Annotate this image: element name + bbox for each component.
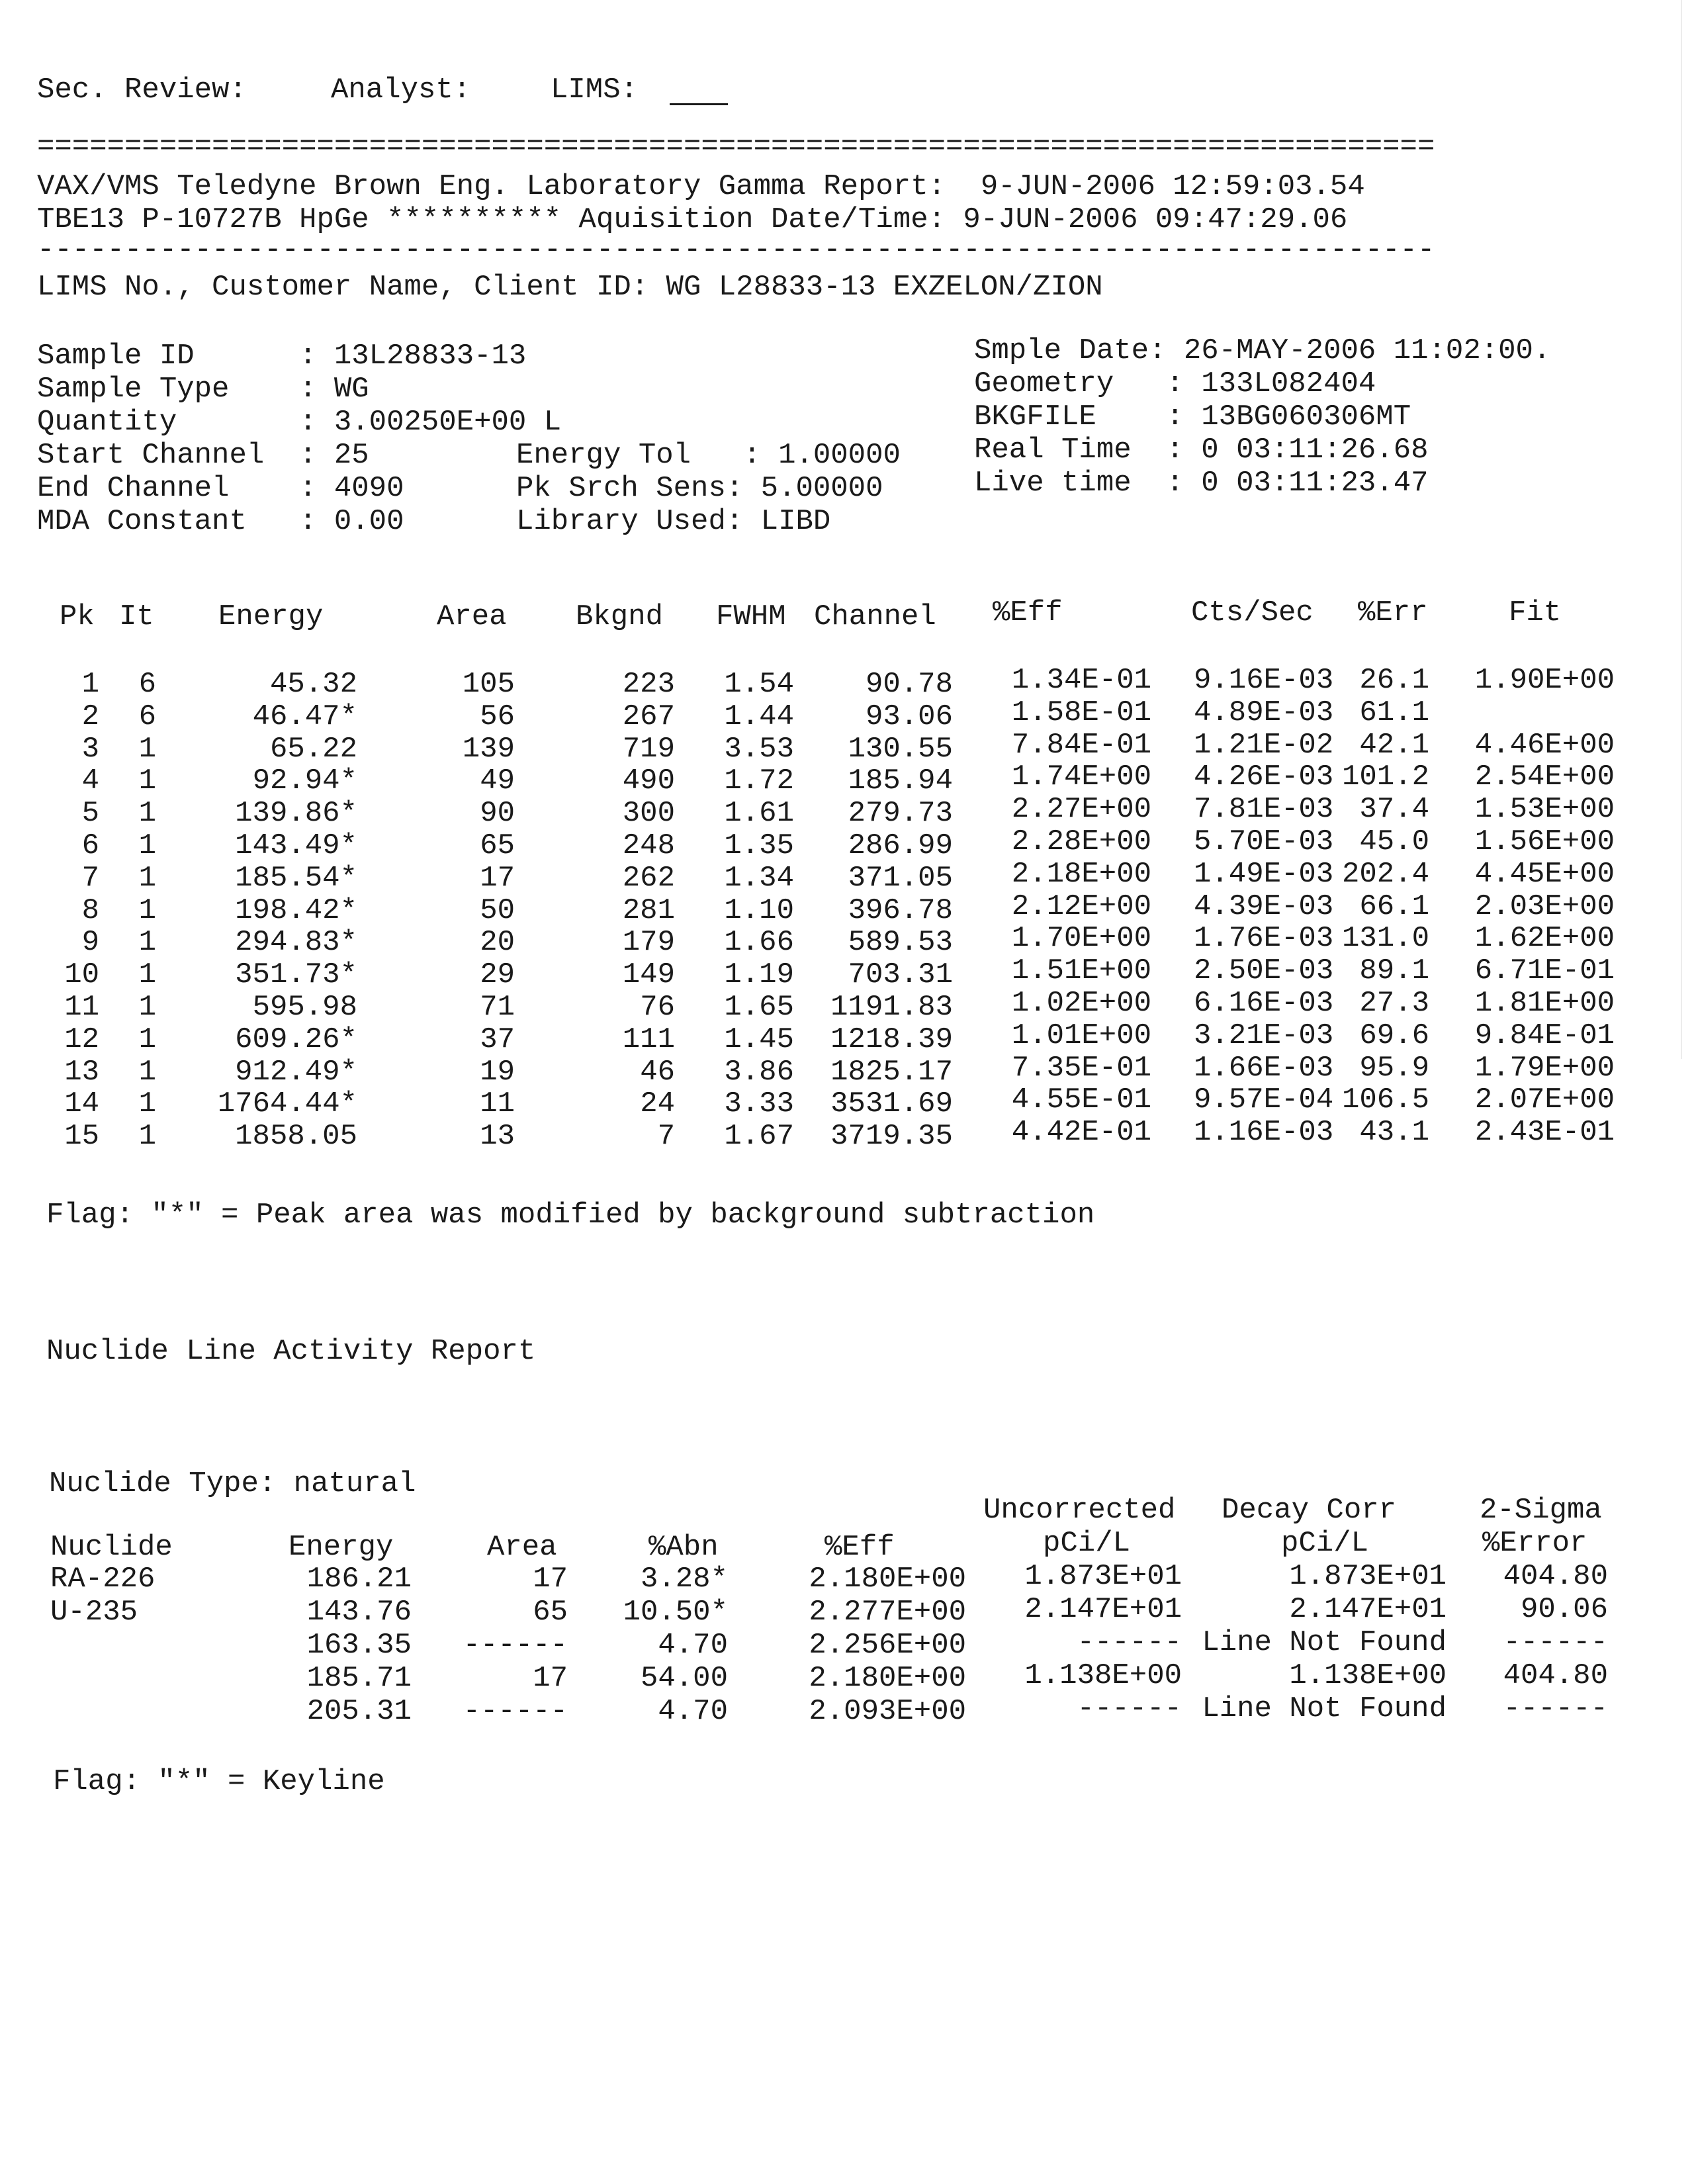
peak-cell-fit: 1.81E+00 bbox=[1474, 987, 1615, 1020]
peak-cell-energy: 1858.05 bbox=[235, 1120, 357, 1154]
peak-cell-bkgnd: 300 bbox=[622, 797, 675, 831]
peak-header-eff: %Eff bbox=[993, 596, 1063, 629]
acquisition-line: TBE13 P-10727B HpGe ********** Aquisition Date/Time: 9-JUN-2006 09:47:29.06 bbox=[37, 203, 1348, 236]
nuclide-cell-eff: 2.093E+00 bbox=[809, 1695, 966, 1728]
peak-cell-pk: 4 bbox=[81, 764, 99, 798]
nuclide-cell-area: ------ bbox=[463, 1695, 568, 1728]
nuclide-cell-error: ------ bbox=[1503, 1692, 1608, 1725]
peak-cell-pk: 10 bbox=[64, 958, 99, 992]
peak-cell-fit: 1.56E+00 bbox=[1474, 825, 1615, 858]
peak-cell-fwhm: 1.72 bbox=[724, 764, 794, 798]
peak-cell-it: 1 bbox=[138, 991, 156, 1024]
peak-cell-channel: 1825.17 bbox=[830, 1055, 953, 1089]
peak-cell-pk: 1 bbox=[81, 668, 99, 701]
peak-cell-bkgnd: 248 bbox=[622, 829, 675, 862]
dash-rule: -------------------------------------------------------------------------------- bbox=[37, 236, 1435, 265]
peak-cell-channel: 1218.39 bbox=[830, 1023, 953, 1056]
peak-cell-it: 1 bbox=[138, 861, 156, 895]
peak-cell-err: 131.0 bbox=[1341, 922, 1429, 956]
peak-cell-eff: 4.42E-01 bbox=[1011, 1116, 1151, 1150]
nuclide-cell-error: ------ bbox=[1503, 1626, 1608, 1659]
nuclide-cell-energy: 186.21 bbox=[306, 1563, 412, 1596]
peak-header-area: Area bbox=[437, 600, 507, 633]
peak-cell-fit: 9.84E-01 bbox=[1474, 1019, 1615, 1052]
peak-cell-bkgnd: 719 bbox=[622, 732, 675, 766]
peak-cell-area: 13 bbox=[480, 1120, 515, 1154]
peak-cell-fit: 1.79E+00 bbox=[1474, 1051, 1615, 1085]
peak-cell-channel: 185.94 bbox=[848, 764, 953, 798]
nuclide-cell-decay-pci: 1.138E+00 bbox=[1289, 1659, 1447, 1692]
quantity-line: Quantity : 3.00250E+00 L bbox=[37, 406, 562, 439]
peak-cell-fwhm: 1.54 bbox=[724, 668, 794, 701]
peak-cell-eff: 2.27E+00 bbox=[1011, 793, 1151, 827]
peak-cell-eff: 2.18E+00 bbox=[1011, 857, 1151, 891]
start-channel-line: Start Channel : 25 bbox=[37, 439, 369, 472]
peak-cell-bkgnd: 149 bbox=[622, 958, 675, 992]
peak-cell-channel: 396.78 bbox=[848, 893, 953, 927]
peak-cell-it: 1 bbox=[138, 1023, 156, 1056]
report-title-line: VAX/VMS Teledyne Brown Eng. Laboratory Gamma Report: 9-JUN-2006 12:59:03.54 bbox=[37, 170, 1365, 203]
lims-label: LIMS: bbox=[551, 73, 639, 107]
peak-cell-area: 11 bbox=[480, 1087, 515, 1121]
peak-cell-cts-sec: 1.76E-03 bbox=[1194, 922, 1334, 956]
nuclide-header-energy: Energy bbox=[289, 1531, 394, 1564]
peak-cell-it: 1 bbox=[138, 926, 156, 960]
peak-cell-it: 1 bbox=[138, 764, 156, 798]
peak-cell-area: 90 bbox=[480, 797, 515, 831]
nuclide-header-uncorr-pci: pCi/L bbox=[1043, 1527, 1131, 1560]
peak-cell-energy: 912.49* bbox=[235, 1055, 357, 1089]
peak-cell-fit: 4.46E+00 bbox=[1474, 728, 1615, 762]
peak-cell-fit: 2.03E+00 bbox=[1474, 889, 1615, 923]
peak-cell-fwhm: 1.45 bbox=[724, 1023, 794, 1056]
peak-cell-channel: 130.55 bbox=[848, 732, 953, 766]
peak-cell-channel: 703.31 bbox=[848, 958, 953, 992]
nuclide-cell-error: 404.80 bbox=[1503, 1560, 1608, 1593]
nuclide-cell-error: 404.80 bbox=[1503, 1659, 1608, 1692]
peak-cell-channel: 93.06 bbox=[865, 700, 953, 733]
nuclide-header-area: Area bbox=[487, 1531, 557, 1564]
peak-cell-cts-sec: 7.81E-03 bbox=[1194, 793, 1334, 827]
peak-cell-energy: 139.86* bbox=[235, 797, 357, 831]
real-time-line: Real Time : 0 03:11:26.68 bbox=[974, 433, 1429, 467]
peak-cell-pk: 6 bbox=[81, 829, 99, 862]
library-used-line: Library Used: LIBD bbox=[516, 505, 831, 538]
peak-cell-fit: 2.43E-01 bbox=[1474, 1116, 1615, 1150]
peak-header-pk: Pk bbox=[60, 600, 95, 633]
peak-cell-err: 89.1 bbox=[1359, 954, 1429, 988]
mda-constant-line: MDA Constant : 0.00 bbox=[37, 505, 404, 538]
peak-cell-area: 139 bbox=[462, 732, 515, 766]
peak-cell-channel: 371.05 bbox=[848, 861, 953, 895]
pk-srch-sens-line: Pk Srch Sens: 5.00000 bbox=[516, 472, 883, 505]
peak-cell-area: 17 bbox=[480, 861, 515, 895]
sample-date-line: Smple Date: 26-MAY-2006 11:02:00. bbox=[974, 334, 1551, 367]
analyst-label: Analyst: bbox=[331, 73, 471, 107]
peak-cell-it: 1 bbox=[138, 1087, 156, 1121]
peak-cell-pk: 12 bbox=[64, 1023, 99, 1056]
peak-cell-channel: 279.73 bbox=[848, 797, 953, 831]
peak-cell-cts-sec: 1.16E-03 bbox=[1194, 1116, 1334, 1150]
live-time-line: Live time : 0 03:11:23.47 bbox=[974, 467, 1429, 500]
peak-cell-err: 43.1 bbox=[1359, 1116, 1429, 1150]
nuclide-header-two-sigma: 2-Sigma bbox=[1480, 1494, 1602, 1527]
peak-cell-area: 56 bbox=[480, 700, 515, 733]
peak-cell-eff: 7.84E-01 bbox=[1011, 728, 1151, 762]
peak-cell-bkgnd: 7 bbox=[657, 1120, 675, 1154]
nuclide-cell-uncorr-pci: ------ bbox=[1077, 1692, 1182, 1725]
nuclide-type-line: Nuclide Type: natural bbox=[49, 1467, 416, 1500]
peak-header-it: It bbox=[119, 600, 154, 633]
sample-id-line: Sample ID : 13L28833-13 bbox=[37, 340, 527, 373]
nuclide-cell-area: 17 bbox=[533, 1662, 568, 1695]
peak-cell-err: 66.1 bbox=[1359, 889, 1429, 923]
peak-cell-fwhm: 1.65 bbox=[724, 991, 794, 1024]
peak-cell-err: 69.6 bbox=[1359, 1019, 1429, 1052]
peak-cell-pk: 2 bbox=[81, 700, 99, 733]
end-channel-line: End Channel : 4090 bbox=[37, 472, 404, 505]
peak-cell-cts-sec: 5.70E-03 bbox=[1194, 825, 1334, 858]
peak-cell-fit: 2.07E+00 bbox=[1474, 1083, 1615, 1117]
peak-cell-eff: 1.51E+00 bbox=[1011, 954, 1151, 988]
peak-cell-err: 42.1 bbox=[1359, 728, 1429, 762]
nuclide-cell-area: 65 bbox=[533, 1596, 568, 1629]
peak-cell-it: 6 bbox=[138, 700, 156, 733]
peak-cell-energy: 351.73* bbox=[235, 958, 357, 992]
peak-header-bkgnd: Bkgnd bbox=[576, 600, 664, 633]
peak-cell-err: 26.1 bbox=[1359, 664, 1429, 697]
lims-customer-line: LIMS No., Customer Name, Client ID: WG L28833-13 EXZELON/ZION bbox=[37, 271, 1103, 304]
scan-edge bbox=[1681, 0, 1682, 1059]
peak-cell-err: 27.3 bbox=[1359, 987, 1429, 1020]
peak-cell-bkgnd: 267 bbox=[622, 700, 675, 733]
peak-cell-eff: 1.70E+00 bbox=[1011, 922, 1151, 956]
nuclide-cell-abn: 54.00 bbox=[640, 1662, 728, 1695]
peak-header-cts-sec: Cts/Sec bbox=[1191, 596, 1314, 629]
peak-cell-pk: 14 bbox=[64, 1087, 99, 1121]
nuclide-cell-nuclide: RA-226 bbox=[50, 1563, 156, 1596]
peak-cell-area: 65 bbox=[480, 829, 515, 862]
peak-cell-fwhm: 1.44 bbox=[724, 700, 794, 733]
peak-cell-fit: 1.53E+00 bbox=[1474, 793, 1615, 827]
peak-cell-bkgnd: 111 bbox=[622, 1023, 675, 1056]
nuclide-cell-abn: 10.50* bbox=[623, 1596, 728, 1629]
peak-cell-energy: 1764.44* bbox=[217, 1087, 357, 1121]
nuclide-cell-decay-pci: 1.873E+01 bbox=[1289, 1560, 1447, 1593]
nuclide-cell-eff: 2.277E+00 bbox=[809, 1596, 966, 1629]
nuclide-cell-error: 90.06 bbox=[1520, 1593, 1608, 1626]
nuclide-cell-area: ------ bbox=[463, 1629, 568, 1662]
peak-cell-channel: 589.53 bbox=[848, 926, 953, 960]
peak-cell-area: 49 bbox=[480, 764, 515, 798]
peak-cell-fwhm: 1.10 bbox=[724, 893, 794, 927]
nuclide-cell-abn: 4.70 bbox=[658, 1629, 728, 1662]
peak-cell-eff: 4.55E-01 bbox=[1011, 1083, 1151, 1117]
peak-cell-energy: 185.54* bbox=[235, 861, 357, 895]
peak-cell-pk: 13 bbox=[64, 1055, 99, 1089]
peak-cell-eff: 1.74E+00 bbox=[1011, 760, 1151, 794]
peak-cell-energy: 92.94* bbox=[252, 764, 357, 798]
nuclide-cell-energy: 205.31 bbox=[306, 1695, 412, 1728]
nuclide-cell-area: 17 bbox=[533, 1563, 568, 1596]
peak-cell-fit: 2.54E+00 bbox=[1474, 760, 1615, 794]
nuclide-cell-uncorr-pci: 1.873E+01 bbox=[1024, 1560, 1182, 1593]
peak-cell-area: 19 bbox=[480, 1055, 515, 1089]
peak-cell-area: 71 bbox=[480, 991, 515, 1024]
peak-cell-energy: 294.83* bbox=[235, 926, 357, 960]
peak-cell-err: 95.9 bbox=[1359, 1051, 1429, 1085]
sample-type-line: Sample Type : WG bbox=[37, 373, 369, 406]
nuclide-cell-decay-pci: Line Not Found bbox=[1202, 1692, 1447, 1725]
nuclide-header-error: %Error bbox=[1482, 1527, 1587, 1560]
peak-cell-eff: 1.34E-01 bbox=[1011, 664, 1151, 697]
double-rule: ================================================================================ bbox=[37, 132, 1435, 161]
peak-cell-fwhm: 1.34 bbox=[724, 861, 794, 895]
peak-cell-energy: 65.22 bbox=[269, 732, 357, 766]
nuclide-header-decay-corr: Decay Corr bbox=[1222, 1494, 1397, 1527]
peak-cell-pk: 3 bbox=[81, 732, 99, 766]
peak-cell-energy: 198.42* bbox=[235, 893, 357, 927]
nuclide-report-title: Nuclide Line Activity Report bbox=[46, 1335, 536, 1368]
peak-cell-fwhm: 1.67 bbox=[724, 1120, 794, 1154]
peak-cell-fwhm: 1.19 bbox=[724, 958, 794, 992]
peak-cell-area: 105 bbox=[462, 668, 515, 701]
peak-cell-energy: 595.98 bbox=[252, 991, 357, 1024]
peak-cell-pk: 15 bbox=[64, 1120, 99, 1154]
peak-cell-bkgnd: 281 bbox=[622, 893, 675, 927]
peak-cell-cts-sec: 2.50E-03 bbox=[1194, 954, 1334, 988]
peak-cell-cts-sec: 6.16E-03 bbox=[1194, 987, 1334, 1020]
peak-cell-cts-sec: 9.57E-04 bbox=[1194, 1083, 1334, 1117]
geometry-line: Geometry : 133L082404 bbox=[974, 367, 1376, 400]
peak-cell-energy: 46.47* bbox=[252, 700, 357, 733]
peak-cell-channel: 286.99 bbox=[848, 829, 953, 862]
peak-cell-fwhm: 3.33 bbox=[724, 1087, 794, 1121]
peak-cell-channel: 1191.83 bbox=[830, 991, 953, 1024]
peak-cell-it: 1 bbox=[138, 732, 156, 766]
peak-cell-bkgnd: 76 bbox=[640, 991, 675, 1024]
nuclide-header-decay-pci: pCi/L bbox=[1281, 1527, 1369, 1560]
peak-cell-area: 20 bbox=[480, 926, 515, 960]
peak-cell-it: 1 bbox=[138, 829, 156, 862]
bkgfile-line: BKGFILE : 13BG060306MT bbox=[974, 400, 1411, 433]
peak-cell-fit: 6.71E-01 bbox=[1474, 954, 1615, 988]
peak-cell-err: 106.5 bbox=[1341, 1083, 1429, 1117]
nuclide-cell-nuclide: U-235 bbox=[50, 1596, 138, 1629]
peak-cell-cts-sec: 1.66E-03 bbox=[1194, 1051, 1334, 1085]
peak-cell-fwhm: 1.61 bbox=[724, 797, 794, 831]
nuclide-header-uncorrected: Uncorrected bbox=[983, 1494, 1176, 1527]
peak-header-fit: Fit bbox=[1509, 596, 1562, 629]
peak-cell-pk: 11 bbox=[64, 991, 99, 1024]
peak-cell-err: 37.4 bbox=[1359, 793, 1429, 827]
nuclide-cell-uncorr-pci: ------ bbox=[1077, 1626, 1182, 1659]
peak-cell-fwhm: 3.86 bbox=[724, 1055, 794, 1089]
keyline-flag-note: Flag: "*" = Keyline bbox=[53, 1765, 385, 1798]
peak-cell-pk: 7 bbox=[81, 861, 99, 895]
peak-header-energy: Energy bbox=[218, 600, 324, 633]
nuclide-header-eff: %Eff bbox=[825, 1531, 895, 1564]
peak-cell-energy: 609.26* bbox=[235, 1023, 357, 1056]
nuclide-header-nuclide: Nuclide bbox=[50, 1531, 173, 1564]
nuclide-cell-abn: 3.28* bbox=[640, 1563, 728, 1596]
peak-cell-err: 45.0 bbox=[1359, 825, 1429, 858]
peak-cell-channel: 90.78 bbox=[865, 668, 953, 701]
nuclide-cell-decay-pci: 2.147E+01 bbox=[1289, 1593, 1447, 1626]
peak-cell-energy: 45.32 bbox=[269, 668, 357, 701]
peak-cell-it: 1 bbox=[138, 893, 156, 927]
peak-cell-channel: 3531.69 bbox=[830, 1087, 953, 1121]
nuclide-cell-eff: 2.180E+00 bbox=[809, 1662, 966, 1695]
peak-cell-bkgnd: 179 bbox=[622, 926, 675, 960]
nuclide-cell-energy: 143.76 bbox=[306, 1596, 412, 1629]
nuclide-cell-energy: 163.35 bbox=[306, 1629, 412, 1662]
peak-cell-pk: 5 bbox=[81, 797, 99, 831]
nuclide-cell-eff: 2.180E+00 bbox=[809, 1563, 966, 1596]
peak-cell-err: 61.1 bbox=[1359, 696, 1429, 729]
peak-cell-cts-sec: 1.49E-03 bbox=[1194, 857, 1334, 891]
peak-cell-cts-sec: 9.16E-03 bbox=[1194, 664, 1334, 697]
peak-cell-cts-sec: 4.39E-03 bbox=[1194, 889, 1334, 923]
peak-cell-bkgnd: 223 bbox=[622, 668, 675, 701]
peak-cell-cts-sec: 1.21E-02 bbox=[1194, 728, 1334, 762]
nuclide-cell-eff: 2.256E+00 bbox=[809, 1629, 966, 1662]
peak-cell-cts-sec: 3.21E-03 bbox=[1194, 1019, 1334, 1052]
peak-cell-eff: 1.58E-01 bbox=[1011, 696, 1151, 729]
peak-header-fwhm: FWHM bbox=[716, 600, 786, 633]
nuclide-cell-uncorr-pci: 1.138E+00 bbox=[1024, 1659, 1182, 1692]
peak-cell-err: 101.2 bbox=[1341, 760, 1429, 794]
lims-signature-line bbox=[670, 103, 728, 105]
peak-cell-channel: 3719.35 bbox=[830, 1120, 953, 1154]
peak-flag-note: Flag: "*" = Peak area was modified by background subtraction bbox=[46, 1199, 1095, 1232]
nuclide-cell-uncorr-pci: 2.147E+01 bbox=[1024, 1593, 1182, 1626]
nuclide-cell-energy: 185.71 bbox=[306, 1662, 412, 1695]
nuclide-header-abn: %Abn bbox=[648, 1531, 719, 1564]
nuclide-cell-decay-pci: Line Not Found bbox=[1202, 1626, 1447, 1659]
peak-cell-eff: 1.02E+00 bbox=[1011, 987, 1151, 1020]
peak-cell-bkgnd: 262 bbox=[622, 861, 675, 895]
peak-cell-pk: 8 bbox=[81, 893, 99, 927]
peak-cell-eff: 7.35E-01 bbox=[1011, 1051, 1151, 1085]
sec-review-label: Sec. Review: bbox=[37, 73, 247, 107]
peak-cell-area: 50 bbox=[480, 893, 515, 927]
peak-cell-energy: 143.49* bbox=[235, 829, 357, 862]
peak-cell-cts-sec: 4.26E-03 bbox=[1194, 760, 1334, 794]
nuclide-cell-abn: 4.70 bbox=[658, 1695, 728, 1728]
peak-cell-fwhm: 1.35 bbox=[724, 829, 794, 862]
peak-cell-cts-sec: 4.89E-03 bbox=[1194, 696, 1334, 729]
peak-cell-eff: 2.28E+00 bbox=[1011, 825, 1151, 858]
peak-cell-it: 1 bbox=[138, 958, 156, 992]
peak-cell-fit: 4.45E+00 bbox=[1474, 857, 1615, 891]
peak-cell-fwhm: 3.53 bbox=[724, 732, 794, 766]
peak-cell-it: 6 bbox=[138, 668, 156, 701]
peak-cell-bkgnd: 490 bbox=[622, 764, 675, 798]
peak-cell-bkgnd: 24 bbox=[640, 1087, 675, 1121]
peak-cell-fit: 1.90E+00 bbox=[1474, 664, 1615, 697]
peak-cell-it: 1 bbox=[138, 797, 156, 831]
peak-cell-err: 202.4 bbox=[1341, 857, 1429, 891]
peak-cell-area: 37 bbox=[480, 1023, 515, 1056]
peak-cell-it: 1 bbox=[138, 1055, 156, 1089]
peak-cell-pk: 9 bbox=[81, 926, 99, 960]
peak-cell-bkgnd: 46 bbox=[640, 1055, 675, 1089]
peak-cell-eff: 2.12E+00 bbox=[1011, 889, 1151, 923]
peak-header-channel: Channel bbox=[814, 600, 936, 633]
peak-cell-fit: 1.62E+00 bbox=[1474, 922, 1615, 956]
peak-cell-fwhm: 1.66 bbox=[724, 926, 794, 960]
peak-cell-it: 1 bbox=[138, 1120, 156, 1154]
energy-tol-line: Energy Tol : 1.00000 bbox=[516, 439, 901, 472]
peak-cell-eff: 1.01E+00 bbox=[1011, 1019, 1151, 1052]
peak-cell-area: 29 bbox=[480, 958, 515, 992]
peak-header-err: %Err bbox=[1358, 596, 1428, 629]
